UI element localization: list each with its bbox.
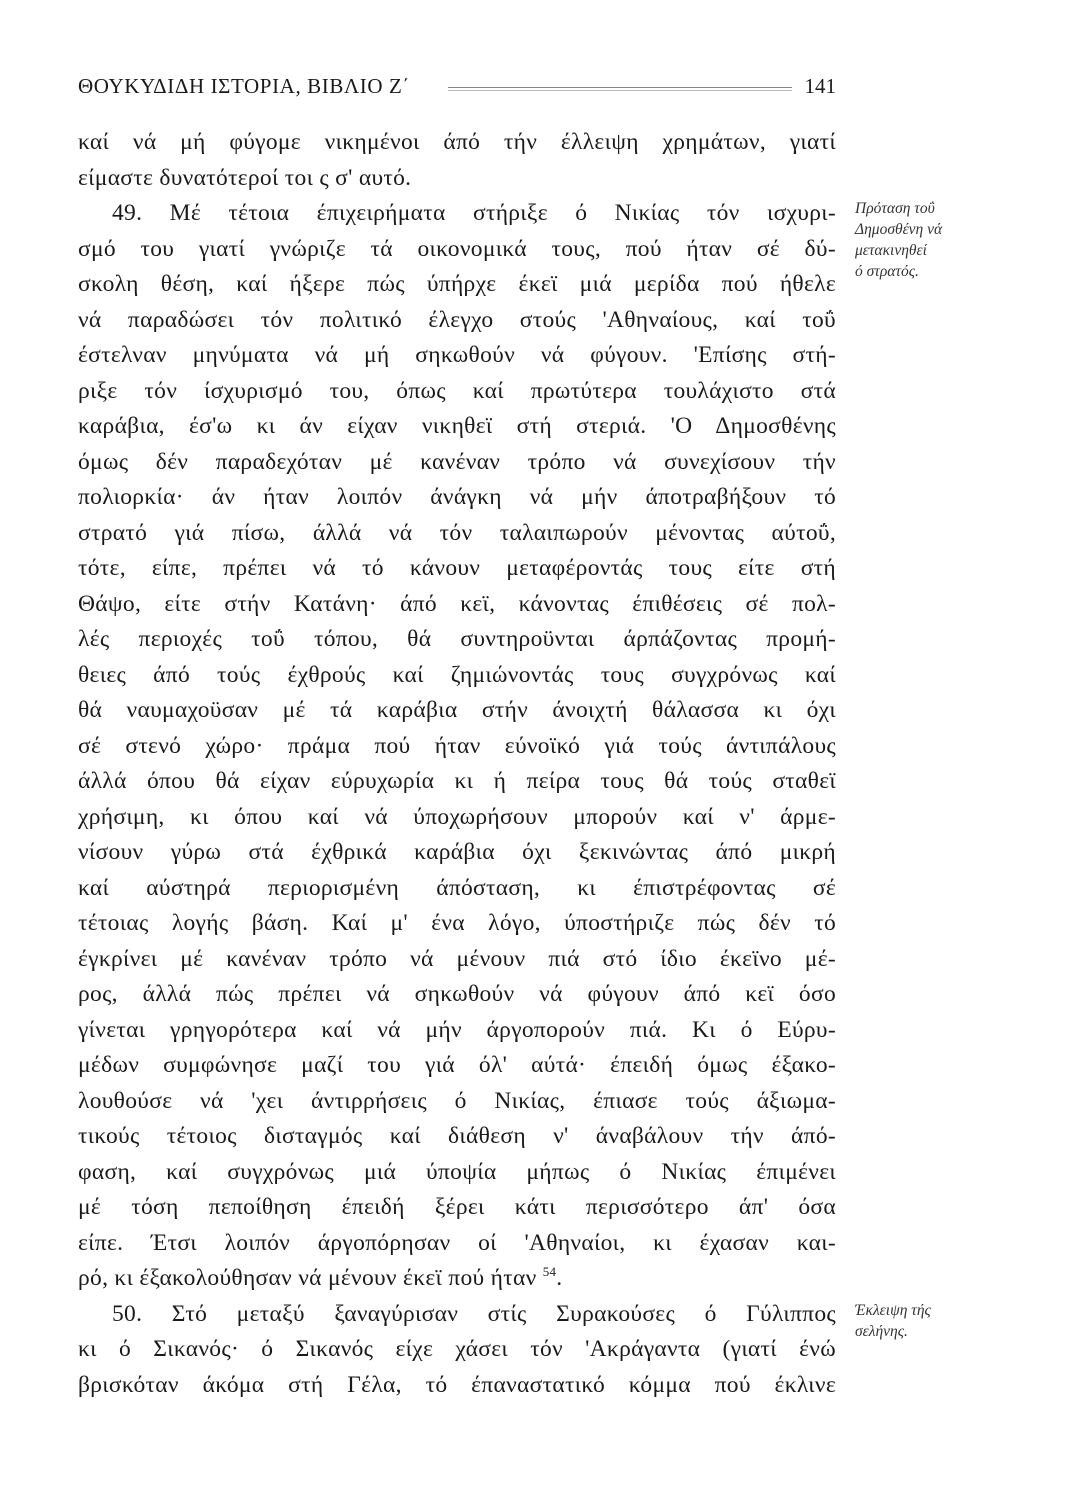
text-line: νά παραδώσει τόν πολιτικό έλεγχο στούς 'Αθηναίους, καί τοΰ [78, 306, 836, 333]
footnote-marker: 54 [542, 1264, 557, 1279]
text-line: έγκρίνει μέ κανέναν τρόπο νά μένουν πιά στό ίδιο έκεϊνο μέ- [78, 945, 836, 972]
running-title: ΘΟΥΚΥΔΙΔΗ ΙΣΤΟΡΙΑ, ΒΙΒΛΙΟ Ζ΄ [78, 74, 411, 98]
text-line: 49. Μέ τέτοια έπιχειρήματα στήριξε ό Νικίας τόν ισχυρι- [112, 200, 836, 226]
text-line: έστελναν μηνύματα νά μή σηκωθούν νά φύγουν. 'Επίσης στή- [78, 342, 836, 368]
text-line: χρήσιμη, κι όπου καί νά ύποχωρήσουν μπορούν καί ν' άρμε- [78, 803, 836, 830]
margin-note-line: μετακινηθεί [855, 242, 927, 259]
text-line: πολιορκία· άν ήταν λοιπόν άνάγκη νά μήν άποτραβήξουν τό [78, 484, 836, 510]
text-line: τικούς τέτοιος δισταγμός καί διάθεση ν' άναβάλουν τήν άπό- [78, 1123, 836, 1149]
text-line: καί αύστηρά περιορισμένη άπόσταση, κι έπιστρέφοντας σέ [78, 874, 836, 901]
text-line: είπε. Έτσι λοιπόν άργοπόρησαν οί 'Αθηναίοι, κι έχασαν και- [78, 1229, 836, 1256]
margin-note-line: σελήνης. [855, 1323, 908, 1340]
text-line: φαση, καί συγχρόνως μιά ύποψία μήπως ό Νικίας έπιμένει [78, 1158, 836, 1185]
text-line: βρισκόταν άκόμα στή Γέλα, τό έπαναστατικό κόμμα πού έκλινε [78, 1371, 836, 1398]
text-line: σκολη θέση, καί ήξερε πώς ύπήρχε έκεϊ μιά μερίδα πού ήθελε [78, 271, 836, 297]
text-line: στρατό γιά πίσω, άλλά νά τόν ταλαιπωρούν μένοντας αύτοΰ, [78, 519, 836, 546]
text-line: νίσουν γύρω στά έχθρικά καράβια όχι ξεκινώντας άπό μικρή [78, 839, 836, 865]
page-number: 141 [804, 74, 836, 98]
text-line: γίνεται γρηγορότερα καί νά μήν άργοπορούν πιά. Κι ό Εύρυ- [78, 1016, 836, 1043]
text-line [78, 1261, 836, 1297]
margin-note-line: Έκλειψη τής [855, 1302, 931, 1319]
margin-note-eclipse [855, 1300, 931, 1342]
text-line: τότε, είπε, πρέπει νά τό κάνουν μεταφέροντάς τους είτε στή [78, 555, 836, 581]
text-line: 50. Στό μεταξύ ξαναγύρισαν στίς Συρακούσες ό Γύλιππος [112, 1300, 836, 1327]
text-line: τέτοιας λογής βάση. Καί μ' ένα λόγο, ύποστήριζε πώς δέν τό [78, 910, 836, 936]
text-line: Θάψο, είτε στήν Κατάνη· άπό κεϊ, κάνοντας έπιθέσεις σέ πολ- [78, 590, 836, 617]
text-line: άλλά όπου θά είχαν εύρυχωρία κι ή πείρα τους θά τούς σταθεϊ [78, 768, 836, 794]
running-header [78, 74, 836, 104]
text-line: λές περιοχές τοΰ τόπου, θά συντηροϋνται άρπάζοντας προμή- [78, 626, 836, 652]
text-line: καί νά μή φύγομε νικημένοι άπό τήν έλλειψη χρημάτων, γιατί [78, 129, 836, 155]
text-line: μέδων συμφώνησε μαζί του γιά όλ' αύτά· έπειδή όμως έξακο- [78, 1052, 836, 1078]
text-line: όμως δέν παραδεχόταν μέ κανέναν τρόπο νά συνεχίσουν τήν [78, 448, 836, 475]
margin-note-demosthenes [855, 198, 942, 282]
text-line: είμαστε δυνατότεροί τοι ς σ' αυτό. [78, 164, 412, 191]
margin-note-line: Δημοσθένη νά [855, 221, 943, 238]
text-line: θά ναυμαχοϋσαν μέ τά καράβια στήν άνοιχτή θάλασσα κι όχι [78, 697, 836, 723]
text-line: ριξε τόν ίσχυρισμό του, όπως καί πρωτύτερα τουλάχιστο στά [78, 377, 836, 404]
header-rule [448, 87, 792, 91]
footnote-suffix: . [556, 1265, 563, 1291]
text-line: σμό του γιατί γνώριζε τά οικονομικά τους, πού ήταν σέ δύ- [78, 235, 836, 262]
text-line: κι ό Σικανός· ό Σικανός είχε χάσει τόν 'Ακράγαντα (γιατί ένώ [78, 1336, 836, 1362]
text-line: ρος, άλλά πώς πρέπει νά σηκωθούν νά φύγουν άπό κεϊ όσο [78, 981, 836, 1007]
margin-note-line: Πρόταση τοΰ [855, 200, 935, 217]
text-line: μέ τόση πεποίθηση έπειδή ξέρει κάτι περισσότερο άπ' όσα [78, 1194, 836, 1220]
text-line: θειες άπό τούς έχθρούς καί ζημιώνοντάς τους συγχρόνως καί [78, 661, 836, 688]
text-line: καράβια, έσ'ω κι άν είχαν νικηθεϊ στή στεριά. 'Ο Δημοσθένης [78, 413, 836, 439]
text-line: σέ στενό χώρο· πράμα πού ήταν εύνοϊκό γιά τούς άντιπάλους [78, 732, 836, 759]
body-text [78, 125, 836, 1403]
text-line-content: ρό, κι έξακολούθησαν νά μένουν έκεϊ πού ήταν [78, 1265, 537, 1291]
text-line: λουθούσε νά 'χει άντιρρήσεις ό Νικίας, έπιασε τούς άξιωμα- [78, 1087, 836, 1114]
margin-note-line: ό στρατός. [855, 263, 919, 280]
